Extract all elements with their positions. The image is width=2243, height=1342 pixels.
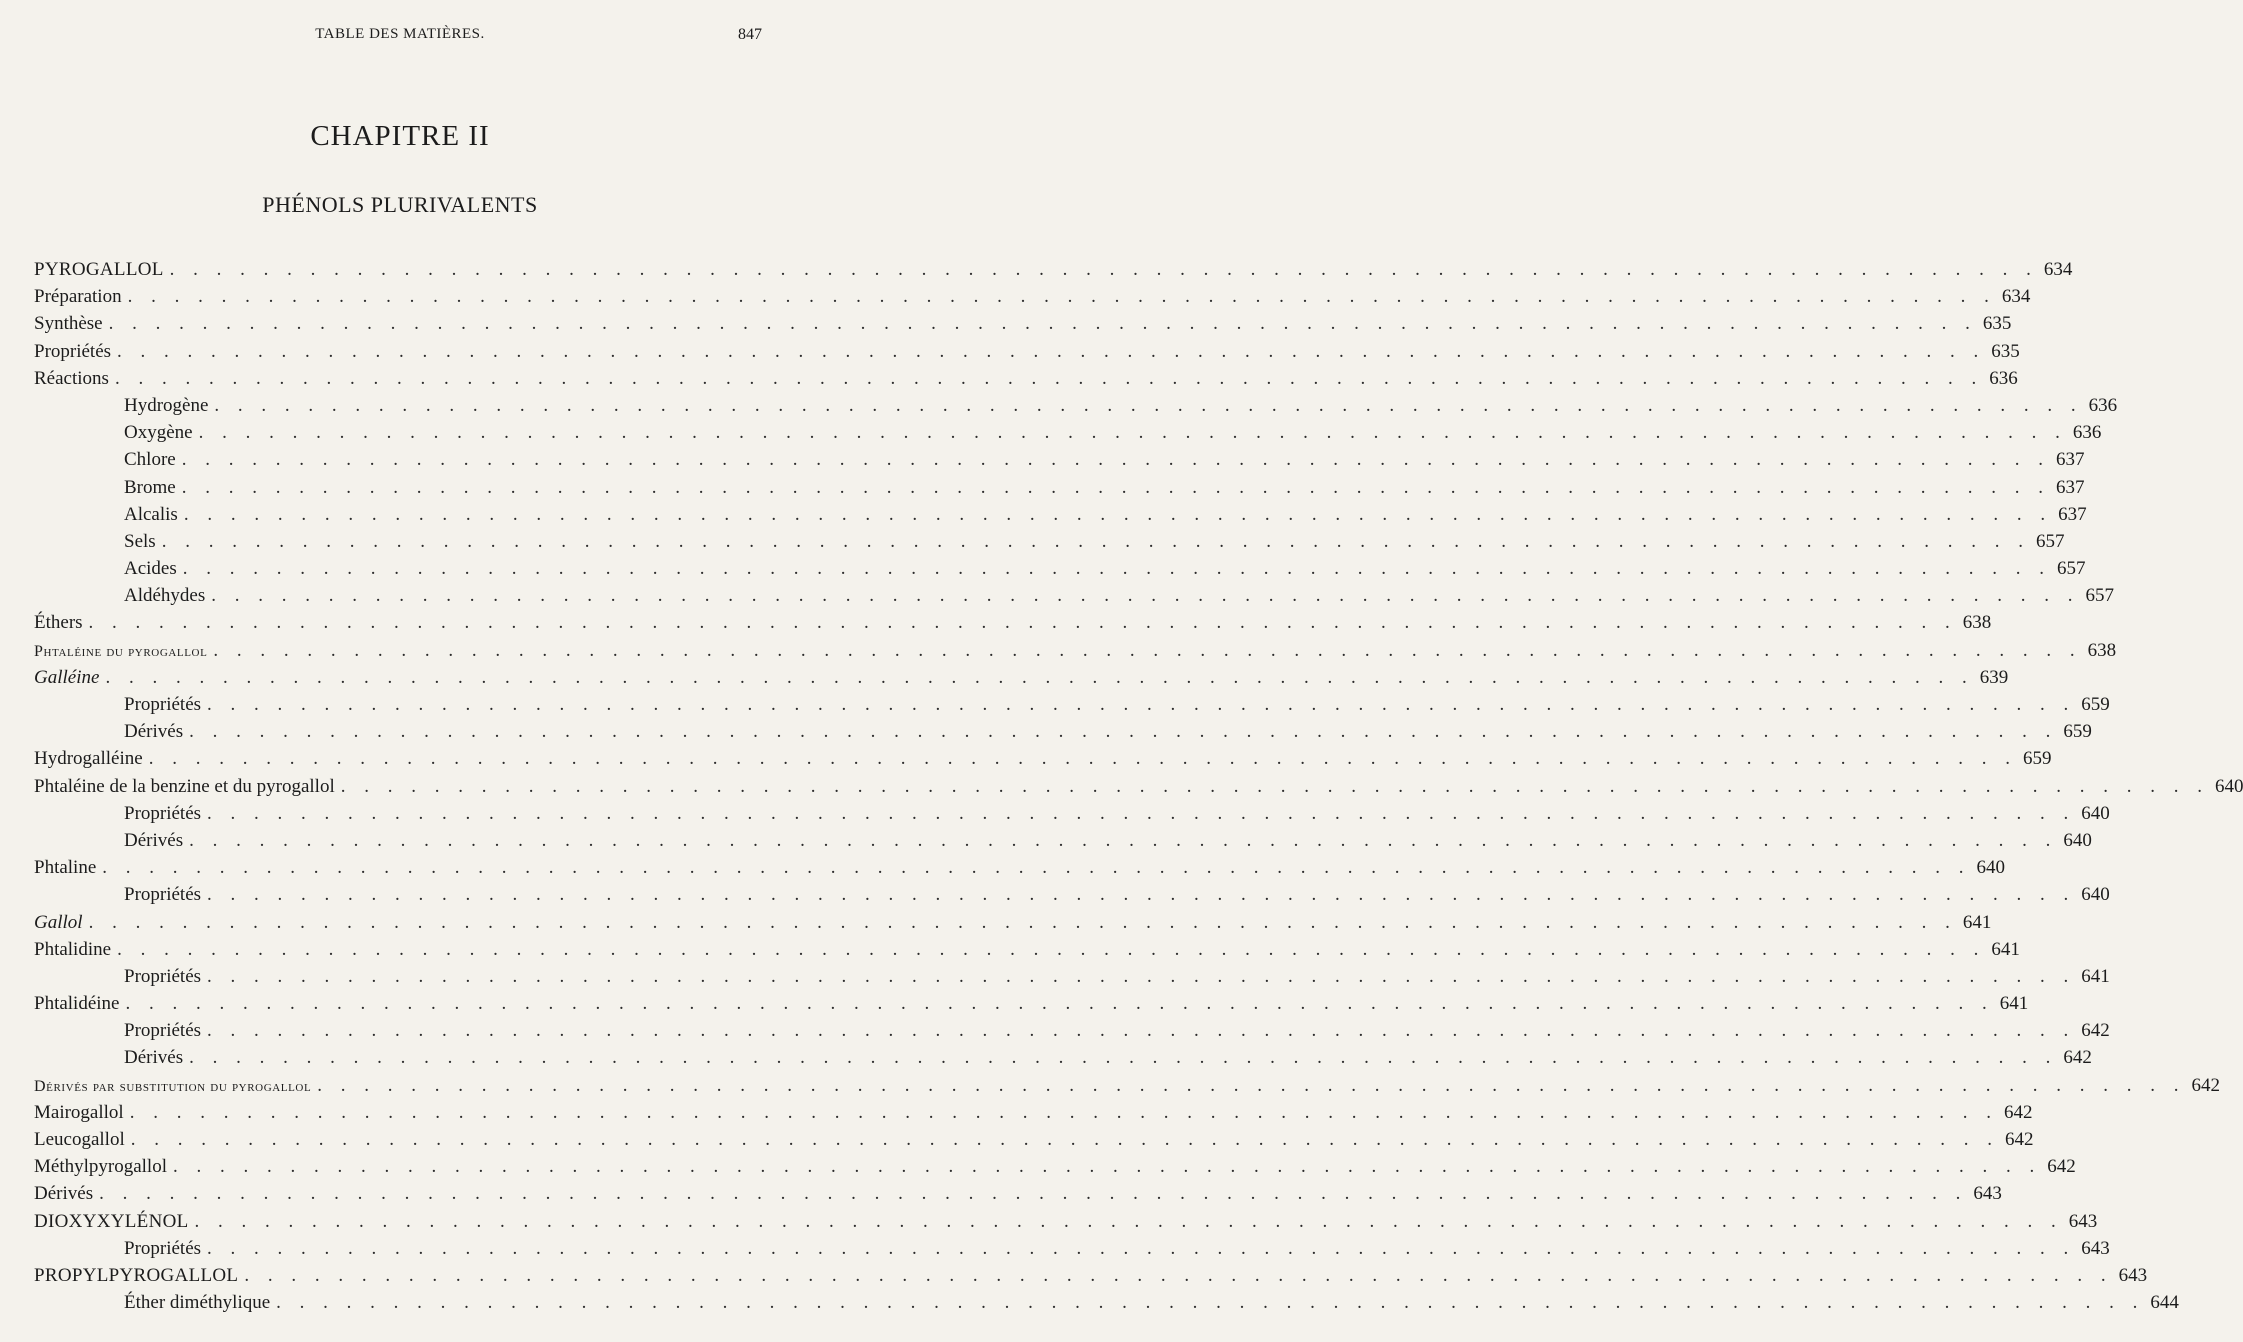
dot-leader: . . . . . . . . . . . . . . . . . . . . . . . . . . . . . . . . . . . . . . . . . . . . . . . . . . . . . . . . . . . . . . . . . . . . . . . . . . . . . . . . — [127, 286, 1996, 308]
toc-entry — [34, 365, 2018, 392]
dot-leader: . . . . . . . . . . . . . . . . . . . . . . . . . . . . . . . . . . . . . . . . . . . . . . . . . . . . . . . . . . . . . . . . . . . . . . . . . . . . . . . . — [169, 259, 2038, 280]
toc-entry-label: DIOXYXYLÉNOL — [34, 1210, 189, 1232]
toc-entry — [34, 909, 1992, 936]
toc-entry-label: Méthylpyrogallol — [34, 1156, 167, 1178]
dot-leader: . . . . . . . . . . . . . . . . . . . . . . . . . . . . . . . . . . . . . . . . . . . . . . . . . . . . . . . . . . . . . . . . . . . . . . . . . . . . . . . . — [125, 993, 1994, 1015]
toc-entry-label: Propriétés — [34, 340, 112, 362]
toc-entry-label: Hydrogalléine — [34, 748, 143, 770]
toc-entry — [34, 1235, 2110, 1262]
toc-entry — [34, 1180, 2002, 1207]
toc-entry-label: Propriétés — [124, 1237, 202, 1259]
toc-entry-label: Dérivés — [124, 721, 184, 743]
toc-entry-label: Dérivés par substitution du pyrogallol — [34, 1077, 312, 1095]
toc-entry-page: 659 — [2081, 694, 2110, 715]
toc-entry — [34, 1072, 2221, 1099]
dot-leader: . . . . . . . . . . . . . . . . . . . . . . . . . . . . . . . . . . . . . . . . . . . . . . . . . . . . . . . . . . . . . . . . . . . . . . . . . . . . . . . . — [213, 639, 2082, 661]
toc-entry-page: 659 — [2063, 721, 2092, 743]
toc-entry — [34, 691, 2110, 718]
dot-leader: . . . . . . . . . . . . . . . . . . . . . . . . . . . . . . . . . . . . . . . . . . . . . . . . . . . . . . . . . . . . . . . . . . . . . . . . . . . . . . . . — [198, 422, 2067, 444]
toc-entry — [34, 773, 2243, 800]
dot-leader: . . . . . . . . . . . . . . . . . . . . . . . . . . . . . . . . . . . . . . . . . . . . . . . . . . . . . . . . . . . . . . . . . . . . . . . . . . . . . . . . — [211, 585, 2080, 607]
toc-entry-page: 657 — [2035, 530, 2065, 552]
dot-leader: . . . . . . . . . . . . . . . . . . . . . . . . . . . . . . . . . . . . . . . . . . . . . . . . . . . . . . . . . . . . . . . . . . . . . . . . . . . . . . . . — [129, 1101, 1998, 1123]
toc-entry — [34, 338, 2020, 365]
toc-entry-label: Éther diméthylique — [124, 1292, 271, 1314]
dot-leader: . . . . . . . . . . . . . . . . . . . . . . . . . . . . . . . . . . . . . . . . . . . . . . . . . . . . . . . . . . . . . . . . . . . . . . . . . . . . . . . . — [161, 530, 2030, 552]
toc-entry-page: 637 — [2055, 449, 2085, 471]
toc-entry-label: Phtaléine de la benzine et du pyrogallol — [34, 775, 335, 797]
toc-entry — [34, 1153, 2076, 1180]
toc-entry-page: 640 — [2214, 775, 2243, 797]
toc-entry — [34, 1208, 2098, 1235]
toc-entry — [34, 800, 2110, 827]
dot-leader: . . . . . . . . . . . . . . . . . . . . . . . . . . . . . . . . . . . . . . . . . . . . . . . . . . . . . . . . . . . . . . . . . . . . . . . . . . . . . . . . — [130, 1129, 1999, 1150]
dot-leader: . . . . . . . . . . . . . . . . . . . . . . . . . . . . . . . . . . . . . . . . . . . . . . . . . . . . . . . . . . . . . . . . . . . . . . . . . . . . . . . . — [102, 857, 1971, 879]
toc-entry-label: Dérivés — [124, 1047, 184, 1069]
toc-entry-label: Propriétés — [124, 884, 202, 906]
dot-leader: . . . . . . . . . . . . . . . . . . . . . . . . . . . . . . . . . . . . . . . . . . . . . . . . . . . . . . . . . . . . . . . . . . . . . . . . . . . . . . . . — [108, 313, 1977, 335]
toc-entry-page: 642 — [2081, 1020, 2110, 1042]
toc-entry-label: Phtalidine — [34, 938, 112, 960]
toc-entry-label: Préparation — [34, 286, 122, 308]
toc-entry-label: Alcalis — [124, 503, 178, 525]
toc-entry — [34, 854, 2006, 881]
dot-leader: . . . . . . . . . . . . . . . . . . . . . . . . . . . . . . . . . . . . . . . . . . . . . . . . . . . . . . . . . . . . . . . . . . . . . . . . . . . . . . . . — [207, 694, 2076, 715]
toc-entry-label: Dérivés — [124, 829, 184, 851]
toc-entry — [34, 528, 2065, 555]
toc-entry-page: 636 — [2088, 394, 2118, 416]
toc-entry-page: 642 — [2047, 1156, 2076, 1178]
running-head — [0, 26, 800, 50]
toc-entry-label: Phtaline — [34, 857, 97, 879]
dot-leader: . . . . . . . . . . . . . . . . . . . . . . . . . . . . . . . . . . . . . . . . . . . . . . . . . . . . . . . . . . . . . . . . . . . . . . . . . . . . . . . . — [88, 612, 1957, 634]
toc-entry — [34, 637, 2117, 664]
toc-entry-page: 637 — [2055, 476, 2085, 498]
toc-entry-label: Sels — [124, 530, 156, 552]
toc-entry-label: Oxygène — [124, 422, 193, 444]
toc-entry — [34, 963, 2110, 990]
dot-leader: . . . . . . . . . . . . . . . . . . . . . . . . . . . . . . . . . . . . . . . . . . . . . . . . . . . . . . . . . . . . . . . . . . . . . . . . . . . . . . . . — [105, 666, 1974, 688]
toc-entry — [34, 474, 2085, 501]
toc-entry — [34, 283, 2031, 310]
dot-leader: . . . . . . . . . . . . . . . . . . . . . . . . . . . . . . . . . . . . . . . . . . . . . . . . . . . . . . . . . . . . . . . . . . . . . . . . . . . . . . . . — [117, 938, 1986, 960]
toc-entry — [34, 555, 2086, 582]
toc-entry-label: Mairogallol — [34, 1101, 124, 1123]
toc-entry-page: 643 — [1973, 1183, 2002, 1205]
toc-entry-label: PROPYLPYROGALLOL — [34, 1264, 239, 1286]
toc-entry-page: 635 — [1991, 340, 2020, 362]
toc-entry-label: Gallol — [34, 911, 83, 933]
dot-leader: . . . . . . . . . . . . . . . . . . . . . . . . . . . . . . . . . . . . . . . . . . . . . . . . . . . . . . . . . . . . . . . . . . . . . . . . . . . . . . . . — [117, 340, 1986, 362]
toc-entry — [34, 664, 2009, 691]
toc-entry-label: Éthers — [34, 612, 83, 634]
dot-leader: . . . . . . . . . . . . . . . . . . . . . . . . . . . . . . . . . . . . . . . . . . . . . . . . . . . . . . . . . . . . . . . . . . . . . . . . . . . . . . . . — [181, 449, 2050, 471]
toc-entry-label: Phtalidéine — [34, 993, 120, 1015]
toc-entry — [34, 990, 2029, 1017]
dot-leader: . . . . . . . . . . . . . . . . . . . . . . . . . . . . . . . . . . . . . . . . . . . . . . . . . . . . . . . . . . . . . . . . . . . . . . . . . . . . . . . . — [214, 394, 2083, 416]
toc-entry — [34, 582, 2115, 609]
toc-entry-page: 641 — [1962, 911, 1992, 933]
table-of-contents — [34, 256, 2243, 1316]
toc-entry-label: Hydrogène — [124, 394, 209, 416]
toc-entry-page: 642 — [2005, 1129, 2034, 1150]
dot-leader: . . . . . . . . . . . . . . . . . . . . . . . . . . . . . . . . . . . . . . . . . . . . . . . . . . . . . . . . . . . . . . . . . . . . . . . . . . . . . . . . — [207, 884, 2076, 906]
toc-entry — [34, 1126, 2034, 1153]
dot-leader: . . . . . . . . . . . . . . . . . . . . . . . . . . . . . . . . . . . . . . . . . . . . . . . . . . . . . . . . . . . . . . . . . . . . . . . . . . . . . . . . — [207, 1237, 2076, 1259]
dot-leader: . . . . . . . . . . . . . . . . . . . . . . . . . . . . . . . . . . . . . . . . . . . . . . . . . . . . . . . . . . . . . . . . . . . . . . . . . . . . . . . . — [148, 748, 2017, 770]
toc-entry-page: 643 — [2081, 1237, 2110, 1259]
toc-entry-label: Réactions — [34, 367, 109, 389]
dot-leader: . . . . . . . . . . . . . . . . . . . . . . . . . . . . . . . . . . . . . . . . . . . . . . . . . . . . . . . . . . . . . . . . . . . . . . . . . . . . . . . . — [317, 1074, 2186, 1096]
dot-leader: . . . . . . . . . . . . . . . . . . . . . . . . . . . . . . . . . . . . . . . . . . . . . . . . . . . . . . . . . . . . . . . . . . . . . . . . . . . . . . . . — [181, 476, 2050, 498]
toc-entry-page: 657 — [2085, 585, 2115, 607]
toc-entry-page: 641 — [1991, 938, 2020, 960]
toc-entry — [34, 1262, 2148, 1289]
dot-leader: . . . . . . . . . . . . . . . . . . . . . . . . . . . . . . . . . . . . . . . . . . . . . . . . . . . . . . . . . . . . . . . . . . . . . . . . . . . . . . . . — [99, 1183, 1968, 1205]
dot-leader: . . . . . . . . . . . . . . . . . . . . . . . . . . . . . . . . . . . . . . . . . . . . . . . . . . . . . . . . . . . . . . . . . . . . . . . . . . . . . . . . — [88, 911, 1957, 933]
toc-entry-page: 636 — [2072, 422, 2102, 444]
dot-leader: . . . . . . . . . . . . . . . . . . . . . . . . . . . . . . . . . . . . . . . . . . . . . . . . . . . . . . . . . . . . . . . . . . . . . . . . . . . . . . . . — [183, 503, 2053, 525]
toc-entry — [34, 609, 1992, 636]
toc-entry-page: 634 — [2043, 259, 2073, 280]
toc-entry-label: Acides — [124, 558, 177, 580]
section-title: PHÉNOLS PLURIVALENTS — [262, 192, 538, 217]
dot-leader: . . . . . . . . . . . . . . . . . . . . . . . . . . . . . . . . . . . . . . . . . . . . . . . . . . . . . . . . . . . . . . . . . . . . . . . . . . . . . . . . — [207, 802, 2076, 824]
toc-entry-page: 638 — [2087, 639, 2117, 661]
toc-entry — [34, 745, 2052, 772]
toc-entry — [34, 936, 2020, 963]
toc-entry — [34, 718, 2092, 745]
toc-entry-label: Propriétés — [124, 965, 202, 987]
toc-entry-label: Chlore — [124, 449, 176, 471]
toc-entry — [34, 419, 2102, 446]
dot-leader: . . . . . . . . . . . . . . . . . . . . . . . . . . . . . . . . . . . . . . . . . . . . . . . . . . . . . . . . . . . . . . . . . . . . . . . . . . . . . . . . — [207, 965, 2076, 987]
toc-entry — [34, 501, 2087, 528]
toc-entry-label: Synthèse — [34, 313, 103, 335]
toc-entry-page: 642 — [2063, 1047, 2092, 1069]
dot-leader: . . . . . . . . . . . . . . . . . . . . . . . . . . . . . . . . . . . . . . . . . . . . . . . . . . . . . . . . . . . . . . . . . . . . . . . . . . . . . . . . — [189, 721, 2058, 743]
toc-entry-page: 635 — [1982, 313, 2012, 335]
toc-entry-label: Galléine — [34, 666, 100, 688]
toc-entry-page: 643 — [2118, 1264, 2148, 1286]
toc-entry — [34, 881, 2110, 908]
toc-entry-label: PYROGALLOL — [34, 259, 164, 280]
dot-leader: . . . . . . . . . . . . . . . . . . . . . . . . . . . . . . . . . . . . . . . . . . . . . . . . . . . . . . . . . . . . . . . . . . . . . . . . . . . . . . . . — [189, 829, 2058, 851]
toc-entry — [34, 446, 2085, 473]
toc-entry-page: 640 — [1976, 857, 2006, 879]
toc-entry-label: Dérivés — [34, 1183, 94, 1205]
toc-entry — [34, 392, 2118, 419]
dot-leader: . . . . . . . . . . . . . . . . . . . . . . . . . . . . . . . . . . . . . . . . . . . . . . . . . . . . . . . . . . . . . . . . . . . . . . . . . . . . . . . . — [189, 1047, 2058, 1069]
toc-entry-page: 634 — [2001, 286, 2031, 308]
toc-entry-label: Aldéhydes — [124, 585, 206, 607]
toc-entry-label: Brome — [124, 476, 176, 498]
toc-entry-label: Propriétés — [124, 1020, 202, 1042]
toc-entry-page: 643 — [2068, 1210, 2098, 1232]
toc-entry-label: Phtaléine du pyrogallol — [34, 642, 208, 660]
running-title: TABLE DES MATIÈRES. — [315, 26, 485, 42]
toc-entry — [34, 1099, 2033, 1126]
toc-entry-page: 640 — [2063, 829, 2092, 851]
toc-entry-page: 640 — [2081, 884, 2110, 906]
dot-leader: . . . . . . . . . . . . . . . . . . . . . . . . . . . . . . . . . . . . . . . . . . . . . . . . . . . . . . . . . . . . . . . . . . . . . . . . . . . . . . . . — [244, 1264, 2113, 1286]
dot-leader: . . . . . . . . . . . . . . . . . . . . . . . . . . . . . . . . . . . . . . . . . . . . . . . . . . . . . . . . . . . . . . . . . . . . . . . . . . . . . . . . — [182, 558, 2052, 580]
dot-leader: . . . . . . . . . . . . . . . . . . . . . . . . . . . . . . . . . . . . . . . . . . . . . . . . . . . . . . . . . . . . . . . . . . . . . . . . . . . . . . . . — [194, 1210, 2063, 1232]
dot-leader: . . . . . . . . . . . . . . . . . . . . . . . . . . . . . . . . . . . . . . . . . . . . . . . . . . . . . . . . . . . . . . . . . . . . . . . . . . . . . . . . — [172, 1156, 2042, 1178]
toc-entry-page: 642 — [2191, 1074, 2221, 1096]
toc-entry-page: 659 — [2022, 748, 2052, 770]
toc-entry-label: Propriétés — [124, 694, 202, 715]
toc-entry-page: 640 — [2081, 802, 2110, 824]
toc-entry — [34, 310, 2012, 337]
toc-entry — [34, 1289, 2179, 1316]
toc-entry — [34, 1017, 2110, 1044]
dot-leader: . . . . . . . . . . . . . . . . . . . . . . . . . . . . . . . . . . . . . . . . . . . . . . . . . . . . . . . . . . . . . . . . . . . . . . . . . . . . . . . . — [114, 367, 1984, 389]
chapter-title: CHAPITRE II — [310, 120, 490, 152]
dot-leader: . . . . . . . . . . . . . . . . . . . . . . . . . . . . . . . . . . . . . . . . . . . . . . . . . . . . . . . . . . . . . . . . . . . . . . . . . . . . . . . . — [207, 1020, 2076, 1042]
toc-entry-page: 644 — [2150, 1292, 2179, 1314]
toc-entry-label: Leucogallol — [34, 1129, 125, 1150]
toc-entry-label: Propriétés — [124, 802, 202, 824]
toc-entry-page: 638 — [1962, 612, 1992, 634]
toc-entry-page: 642 — [2003, 1101, 2033, 1123]
page-number: 847 — [738, 26, 762, 43]
toc-entry-page: 657 — [2057, 558, 2086, 580]
toc-entry-page: 639 — [1979, 666, 2009, 688]
toc-entry-page: 636 — [1989, 367, 2018, 389]
toc-entry-page: 641 — [1999, 993, 2029, 1015]
toc-entry-page: 637 — [2058, 503, 2087, 525]
toc-entry — [34, 256, 2073, 283]
toc-entry — [34, 1044, 2092, 1071]
dot-leader: . . . . . . . . . . . . . . . . . . . . . . . . . . . . . . . . . . . . . . . . . . . . . . . . . . . . . . . . . . . . . . . . . . . . . . . . . . . . . . . . — [340, 775, 2209, 797]
toc-entry-page: 641 — [2081, 965, 2110, 987]
dot-leader: . . . . . . . . . . . . . . . . . . . . . . . . . . . . . . . . . . . . . . . . . . . . . . . . . . . . . . . . . . . . . . . . . . . . . . . . . . . . . . . . — [276, 1292, 2145, 1314]
toc-entry — [34, 827, 2092, 854]
